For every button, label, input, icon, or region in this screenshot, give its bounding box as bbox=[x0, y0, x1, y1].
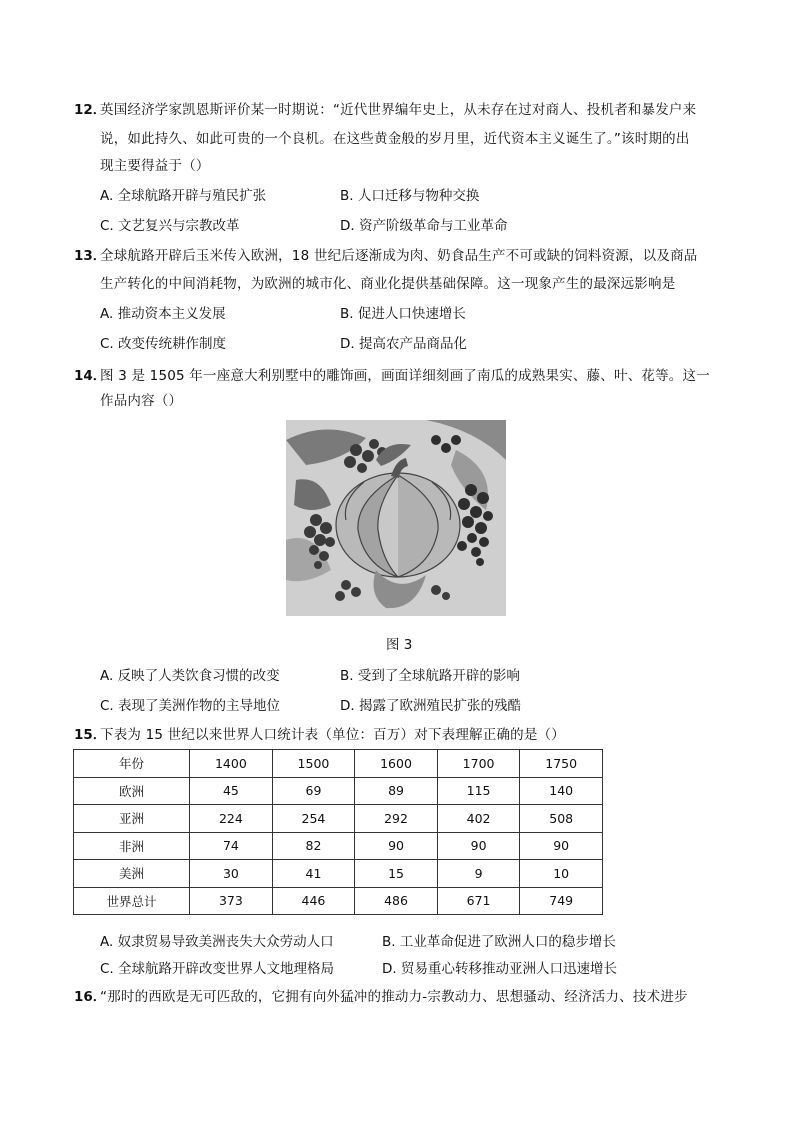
q14-option-b: B. 受到了全球航路开辟的影响 bbox=[340, 668, 520, 684]
table-cell: 486 bbox=[355, 887, 438, 915]
table-header-cell: 1750 bbox=[520, 750, 603, 778]
q16-line: “那时的西欧是无可匹敌的，它拥有向外猛冲的推动力-宗教动力、思想骚动、经济活力、技术进步 bbox=[100, 989, 688, 1005]
table-header-cell: 年份 bbox=[74, 750, 190, 778]
table-cell: 254 bbox=[272, 805, 355, 833]
table-cell: 89 bbox=[355, 777, 438, 805]
table-cell: 115 bbox=[437, 777, 520, 805]
pumpkin-relief-image bbox=[286, 420, 506, 616]
table-cell: 82 bbox=[272, 832, 355, 860]
table-cell: 140 bbox=[520, 777, 603, 805]
table-cell: 749 bbox=[520, 887, 603, 915]
q15-option-c: C. 全球航路开辟改变世界人文地理格局 bbox=[100, 961, 335, 977]
table-cell: 9 bbox=[437, 860, 520, 888]
q13-option-d: D. 提高农产品商品化 bbox=[340, 336, 467, 352]
q15-line: 下表为 15 世纪以来世界人口统计表（单位：百万）对下表理解正确的是（） bbox=[100, 727, 565, 743]
q15-option-d: D. 贸易重心转移推动亚洲人口迅速增长 bbox=[382, 961, 617, 977]
q15-number: 15． bbox=[74, 727, 107, 743]
q14-line-1: 图 3 是 1505 年一座意大利别墅中的雕饰画，画面详细刻画了南瓜的成熟果实、藤、叶、花等。这一 bbox=[100, 368, 710, 384]
table-header-cell: 1600 bbox=[355, 750, 438, 778]
table-cell: 74 bbox=[190, 832, 273, 860]
q13-option-b: B. 促进人口快速增长 bbox=[340, 306, 466, 322]
figure-caption: 图 3 bbox=[386, 637, 413, 653]
q14-line-2: 作品内容（） bbox=[100, 393, 183, 409]
table-header-cell: 1700 bbox=[437, 750, 520, 778]
q14-option-d: D. 揭露了欧洲殖民扩张的残酷 bbox=[340, 698, 521, 714]
table-cell: 402 bbox=[437, 805, 520, 833]
table-row bbox=[74, 832, 603, 860]
q12-line-1: 英国经济学家凯恩斯评价某一时期说：“近代世界编年史上，从未存在过对商人、投机者和暴发户来 bbox=[100, 102, 697, 118]
table-cell: 亚洲 bbox=[74, 805, 190, 833]
table-header-row bbox=[74, 750, 603, 778]
table-cell: 30 bbox=[190, 860, 273, 888]
table-cell: 69 bbox=[272, 777, 355, 805]
table-cell: 671 bbox=[437, 887, 520, 915]
q12-option-b: B. 人口迁移与物种交换 bbox=[340, 188, 480, 204]
table-cell: 373 bbox=[190, 887, 273, 915]
table-cell: 224 bbox=[190, 805, 273, 833]
q15-option-a: A. 奴隶贸易导致美洲丧失大众劳动人口 bbox=[100, 934, 334, 950]
q15-option-b: B. 工业革命促进了欧洲人口的稳步增长 bbox=[382, 934, 616, 950]
q12-number: 12． bbox=[74, 102, 107, 118]
q14-option-a: A. 反映了人类饮食习惯的改变 bbox=[100, 668, 280, 684]
table-cell: 41 bbox=[272, 860, 355, 888]
table-header-cell: 1400 bbox=[190, 750, 273, 778]
q13-number: 13． bbox=[74, 248, 107, 264]
q12-line-2: 说，如此持久、如此可贵的一个良机。在这些黄金般的岁月里，近代资本主义诞生了。”该时期的出 bbox=[100, 131, 690, 147]
population-table bbox=[73, 749, 603, 915]
table-cell: 90 bbox=[520, 832, 603, 860]
table-cell: 508 bbox=[520, 805, 603, 833]
table-row bbox=[74, 860, 603, 888]
q13-option-c: C. 改变传统耕作制度 bbox=[100, 336, 227, 352]
q12-option-d: D. 资产阶级革命与工业革命 bbox=[340, 218, 508, 234]
table-cell: 10 bbox=[520, 860, 603, 888]
q13-option-a: A. 推动资本主义发展 bbox=[100, 306, 226, 322]
table-cell: 世界总计 bbox=[74, 887, 190, 915]
table-cell: 欧洲 bbox=[74, 777, 190, 805]
table-header-cell: 1500 bbox=[272, 750, 355, 778]
table-cell: 292 bbox=[355, 805, 438, 833]
q16-number: 16． bbox=[74, 989, 107, 1005]
q13-line-1: 全球航路开辟后玉米传入欧洲，18 世纪后逐渐成为肉、奶食品生产不可或缺的饲料资源，以及商品 bbox=[100, 248, 698, 264]
table-cell: 90 bbox=[437, 832, 520, 860]
table-row bbox=[74, 805, 603, 833]
q12-line-3: 现主要得益于（） bbox=[100, 158, 210, 174]
q12-option-a: A. 全球航路开辟与殖民扩张 bbox=[100, 188, 267, 204]
table-cell: 90 bbox=[355, 832, 438, 860]
table-row bbox=[74, 887, 603, 915]
q14-number: 14． bbox=[74, 368, 107, 384]
table-cell: 美洲 bbox=[74, 860, 190, 888]
table-cell: 非洲 bbox=[74, 832, 190, 860]
table-cell: 446 bbox=[272, 887, 355, 915]
table-cell: 15 bbox=[355, 860, 438, 888]
q12-option-c: C. 文艺复兴与宗教改革 bbox=[100, 218, 240, 234]
table-cell: 45 bbox=[190, 777, 273, 805]
q13-line-2: 生产转化的中间消耗物，为欧洲的城市化、商业化提供基础保障。这一现象产生的最深远影响是 bbox=[100, 276, 676, 292]
table-row bbox=[74, 777, 603, 805]
q14-option-c: C. 表现了美洲作物的主导地位 bbox=[100, 698, 281, 714]
